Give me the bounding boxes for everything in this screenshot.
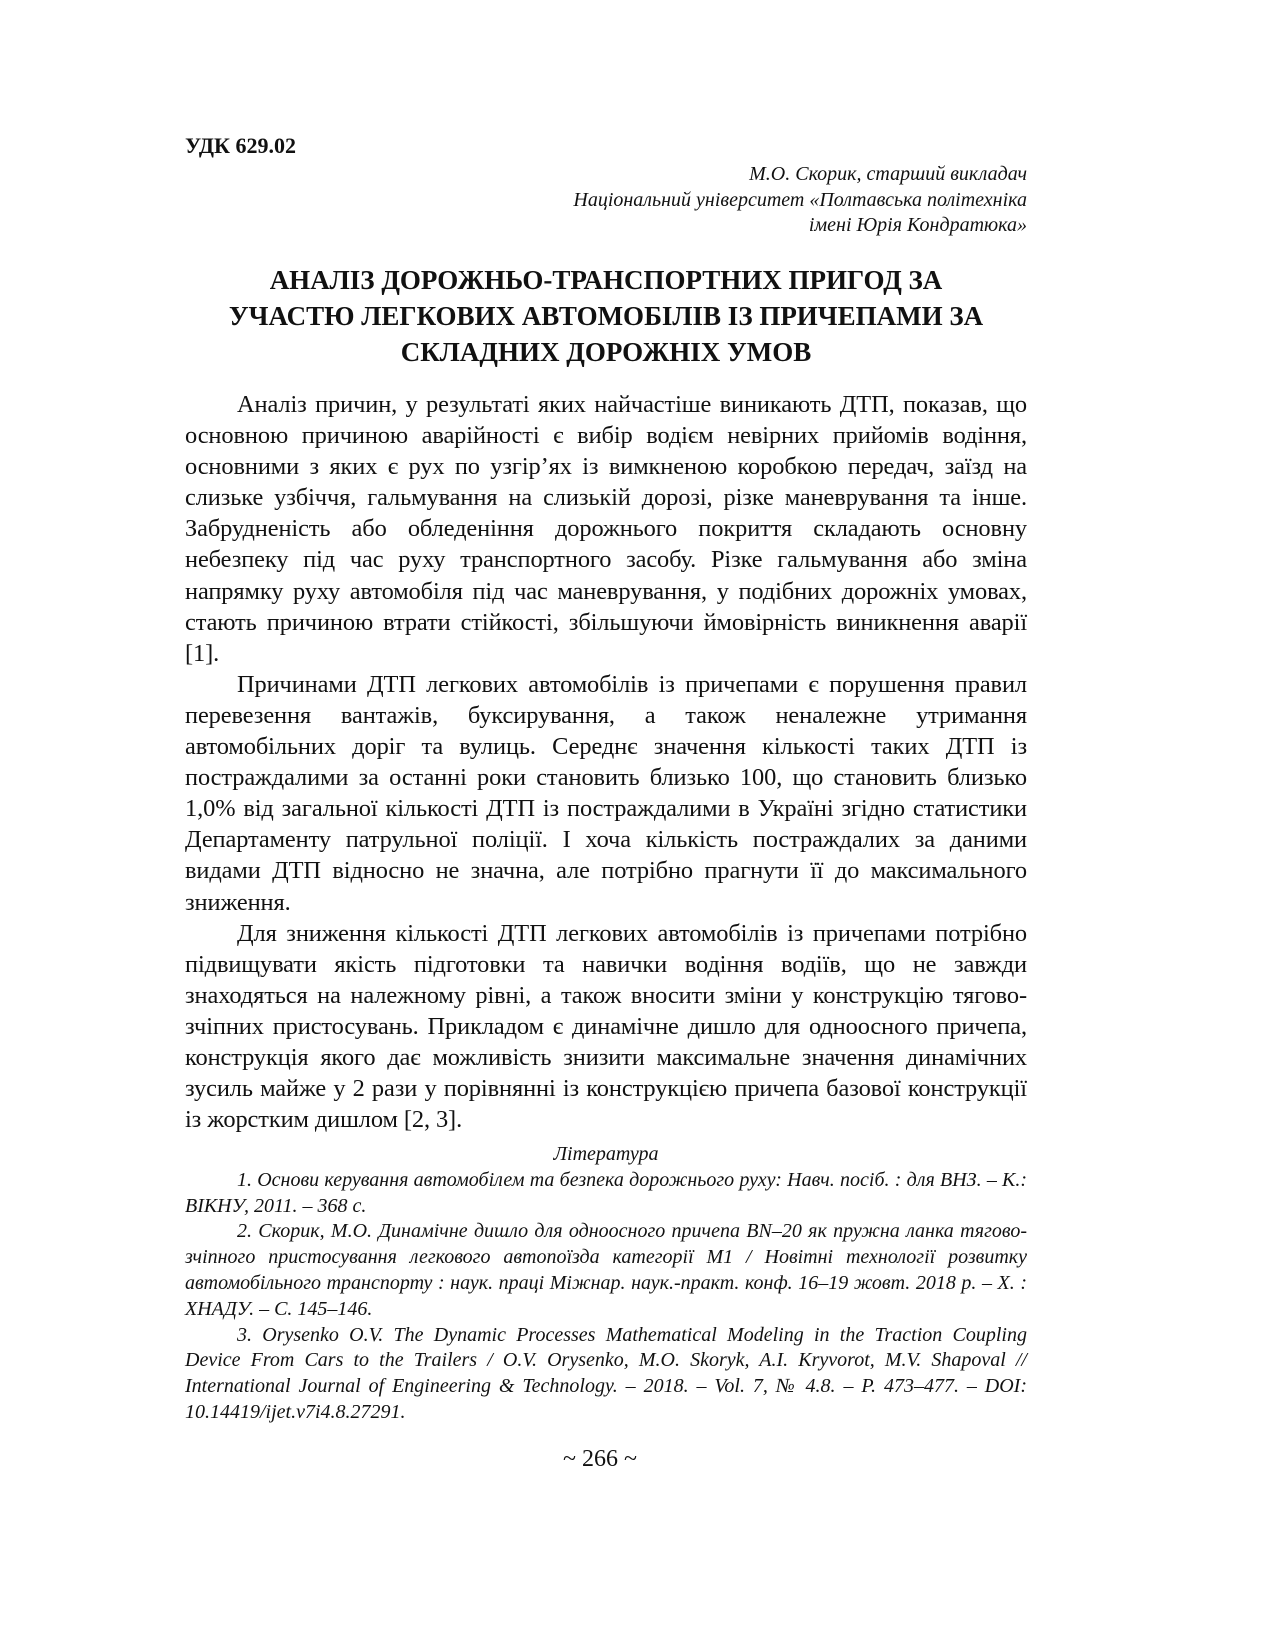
author-affiliation: Національний університет «Полтавська політехніка bbox=[573, 188, 1027, 211]
reference-item: 2. Скорик, М.О. Динамічне дишло для одноосного причепа BN–20 як пружна ланка тягово-зчіпного пристосування легкового автопоїзда категорії M1 / Новітні технології розвитку автомобільного транспорту : наук. праці Міжнар. наук.-практ. конф. 16–19 жовт. 2018 р. – Х. : ХНАДУ. – С. 145–146. bbox=[185, 1220, 1027, 1320]
paragraph: Аналіз причин, у результаті яких найчастіше виникають ДТП, показав, що основною причиною аварійності є вибір водієм невірних прийомів водіння, основними з яких є рух по узгір’ях із вимкненою коробкою передач, заїзд на слизьке узбіччя, гальмування на слизькій дорозі, різке маневрування та інше. Забрудненість або обледеніння дорожнього покриття складають основну небезпеку під час руху транспортного засобу. Різке гальмування або зміна напрямку руху автомобіля під час маневрування, у подібних дорожніх умовах, стають причиною втрати стійкості, збільшуючи ймовірність виникнення аварії [1]. bbox=[185, 391, 1027, 667]
references-heading: Література bbox=[553, 1143, 659, 1165]
article-body bbox=[185, 389, 1027, 1135]
references bbox=[185, 1142, 1027, 1426]
paragraph: Причинами ДТП легкових автомобілів із причепами є порушення правил перевезення вантажів, буксирування, а також неналежне утримання автомобільних доріг та вулиць. Середнє значення кількості таких ДТП із постраждалими за останні роки становить близько 100, що становить близько 1,0% від загальної кількості ДТП із постраждалими в Україні згідно статистики Департаменту патрульної поліції. І хоча кількість постраждалих за даними видами ДТП відносно не значна, але потрібно прагнути її до максимального зниження. bbox=[185, 670, 1027, 916]
author-name: М.О. Скорик, старший викладач bbox=[749, 163, 1027, 185]
reference-item: 1. Основи керування автомобілем та безпека дорожнього руху: Навч. посіб. : для ВНЗ. – К.: ВІКНУ, 2011. – 368 с. bbox=[185, 1168, 1027, 1217]
udk-code: УДК 629.02 bbox=[185, 133, 297, 158]
paragraph: Для зниження кількості ДТП легкових автомобілів із причепами потрібно підвищувати якість підготовки та навички водіння водіїв, що не завжди знаходяться на належному рівні, а також вносити зміни у конструкцію тягово-зчіпних пристосувань. Прикладом є динамічне дишло для одноосного причепа, конструкція якого дає можливість знизити максимальне значення динамічних зусиль майже у 2 рази у порівнянні із конструкцією причепа базової конструкції із жорстким дишлом [2, 3]. bbox=[185, 919, 1027, 1134]
title-line: АНАЛІЗ ДОРОЖНЬО-ТРАНСПОРТНИХ ПРИГОД ЗА bbox=[269, 265, 943, 295]
title-line: УЧАСТЮ ЛЕГКОВИХ АВТОМОБІЛІВ ІЗ ПРИЧЕПАМИ ЗА bbox=[228, 301, 984, 331]
reference-item: 3. Orysenko O.V. The Dynamic Processes Mathematical Modeling in the Traction Coupling Device From Cars to the Trailers / O.V. Orysenko, M.O. Skoryk, A.I. Kryvorot, M.V. Shapoval // International Journal of Engineering & Technology. – 2018. – Vol. 7, № 4.8. – P. 473–477. – DOI: 10.14419/ijet.v7i4.8.27291. bbox=[185, 1323, 1027, 1423]
author-block bbox=[573, 162, 1027, 239]
title-line: СКЛАДНИХ ДОРОЖНІХ УМОВ bbox=[400, 337, 812, 367]
page-number: ~ 266 ~ bbox=[563, 1446, 637, 1472]
article-title bbox=[185, 262, 1027, 370]
author-affiliation-cont: імені Юрія Кондратюка» bbox=[808, 214, 1027, 236]
